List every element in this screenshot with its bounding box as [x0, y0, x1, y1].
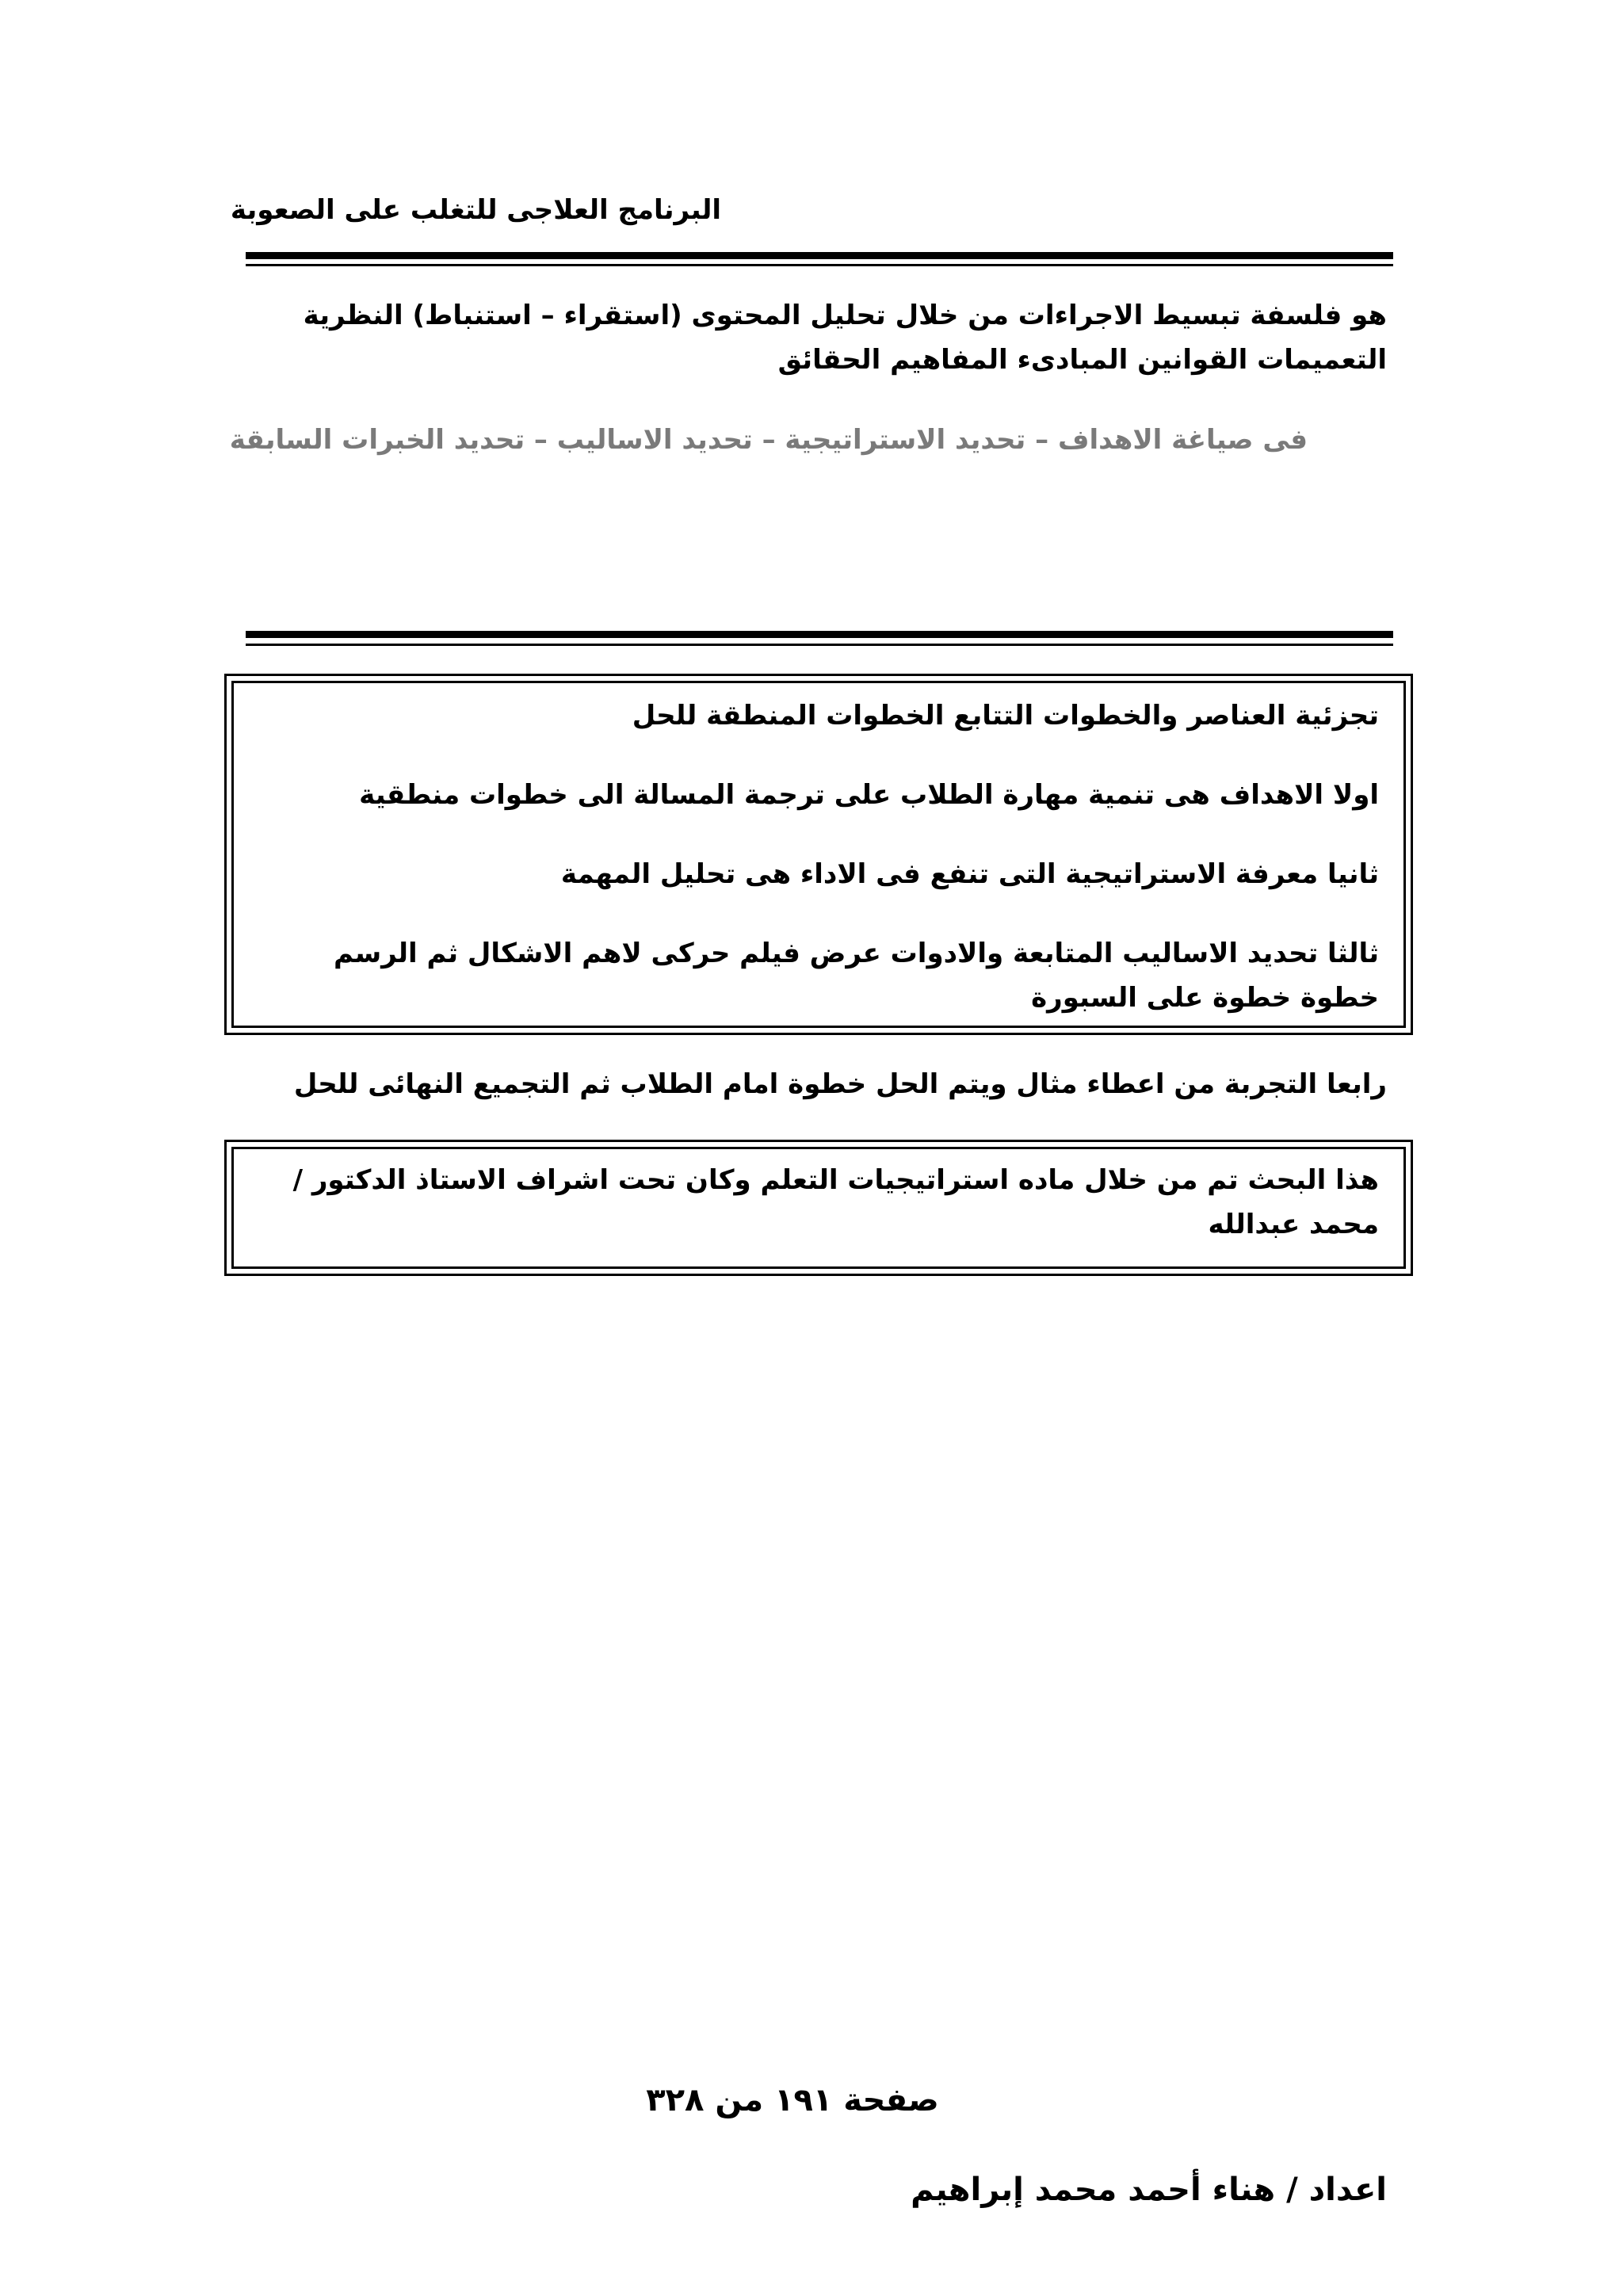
header-title: البرنامج العلاجى للتغلب على الصعوبة — [230, 194, 721, 226]
header-divider-thin — [246, 264, 1393, 266]
section-divider-thin — [246, 644, 1393, 646]
note-text: هذا البحث تم من خلال ماده استراتيجيات التعلم وكان تحت اشراف الاستاذ الدكتور / محمد عبدالله — [292, 1164, 1379, 1240]
steps-box — [224, 674, 1413, 1035]
intro-line-2: التعميمات القوانين المبادىء المفاهيم الحقائق — [777, 344, 1387, 376]
step-item: اولا الاهداف هى تنمية مهارة الطلاب على ترجمة المسالة الى خطوات منطقية — [359, 779, 1379, 811]
step-item: تجزئية العناصر والخطوات التتابع الخطوات المنطقة للحل — [632, 700, 1379, 732]
author-credit: اعداد / هناء أحمد محمد إبراهيم — [911, 2172, 1387, 2208]
note-box — [224, 1140, 1413, 1276]
intro-gray-line: فى صياغة الاهداف – تحديد الاستراتيجية – تحديد الاساليب – تحديد الخبرات السابقة — [229, 424, 1308, 456]
fourth-step: رابعا التجربة من اعطاء مثال ويتم الحل خطوة امام الطلاب ثم التجميع النهائى للحل — [293, 1068, 1387, 1100]
step-item: ثانيا معرفة الاستراتيجية التى تنفع فى الاداء هى تحليل المهمة — [560, 858, 1379, 890]
intro-paragraph — [303, 293, 1387, 382]
header-divider-thick — [246, 252, 1393, 259]
step-item: ثالثا تحديد الاساليب المتابعة والادوات عرض فيلم حركى لاهم الاشكال ثم الرسم خطوة خطوة على السبورة — [334, 938, 1379, 1014]
section-divider-thick — [246, 631, 1393, 638]
page-number: صفحة ١٩١ من ٣٢٨ — [646, 2082, 939, 2118]
intro-line-1: هو فلسفة تبسيط الاجراءات من خلال تحليل المحتوى (استقراء – استنباط) النظرية — [303, 300, 1387, 331]
